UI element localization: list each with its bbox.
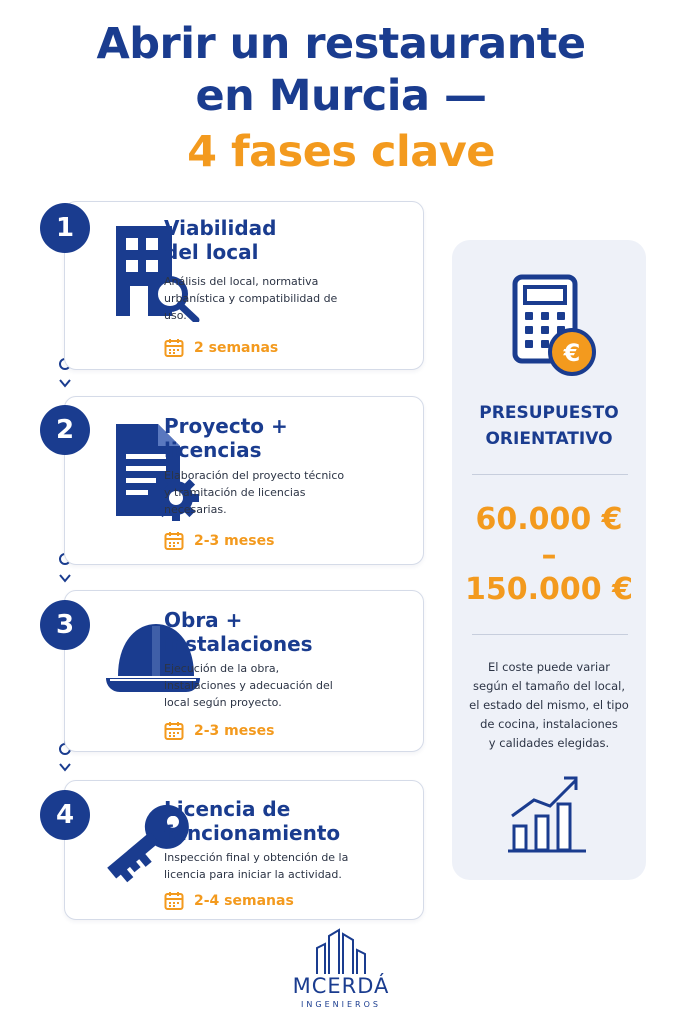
growth-chart-icon bbox=[506, 770, 590, 856]
calendar-icon bbox=[164, 721, 184, 741]
page-title-highlight: 4 fases clave bbox=[187, 127, 495, 177]
divider bbox=[472, 634, 628, 635]
phase-title: Obra + instalaciones bbox=[164, 608, 313, 656]
logo-mark-icon bbox=[311, 928, 371, 974]
logo-subtitle: INGENIEROS bbox=[301, 1000, 381, 1009]
phase-title: Licencia de funcionamiento bbox=[164, 797, 341, 845]
phase-description: Inspección final y obtención de la licencia para iniciar la actividad. bbox=[164, 851, 349, 881]
timeline-arrow-icon bbox=[58, 573, 72, 585]
calendar-icon bbox=[164, 338, 184, 358]
calendar-icon bbox=[164, 531, 184, 551]
calculator-euro-icon bbox=[512, 274, 598, 378]
timeline-arrow-icon bbox=[58, 762, 72, 774]
budget-max: 150.000 € bbox=[465, 572, 633, 607]
budget-title: PRESUPUESTO ORIENTATIVO bbox=[479, 403, 619, 449]
svg-text:€: € bbox=[563, 339, 581, 367]
budget-note: El coste puede variar según el tamaño del local, el estado del mismo, el tipo de cocina, instalaciones y calidades elegidas. bbox=[469, 660, 629, 750]
budget-min: 60.000 € bbox=[475, 502, 623, 537]
phase-title: Proyecto + licencias bbox=[164, 414, 288, 462]
divider bbox=[472, 474, 628, 475]
logo-name: MCERDÁ bbox=[292, 974, 390, 998]
phase-title: Viabilidad del local bbox=[164, 216, 277, 264]
phase-number-badge: 3 bbox=[40, 600, 90, 650]
timeline-arrow-icon bbox=[58, 378, 72, 390]
phase-number-badge: 4 bbox=[40, 790, 90, 840]
budget-separator: – bbox=[541, 538, 557, 573]
budget-panel bbox=[452, 240, 646, 880]
calendar-icon bbox=[164, 891, 184, 911]
phase-number-badge: 1 bbox=[40, 203, 90, 253]
phase-description: Análisis del local, normativa urbanística y compatibilidad de uso. bbox=[164, 275, 338, 322]
page-title-line1: Abrir un restaurante bbox=[96, 19, 586, 69]
phase-description: Elaboración del proyecto técnico y tramitación de licencias necesarias. bbox=[164, 469, 345, 516]
page-title-line2: en Murcia — bbox=[195, 71, 487, 121]
phase-description: Ejecución de la obra, instalaciones y adecuación del local según proyecto. bbox=[164, 662, 333, 709]
phase-number-badge: 2 bbox=[40, 405, 90, 455]
